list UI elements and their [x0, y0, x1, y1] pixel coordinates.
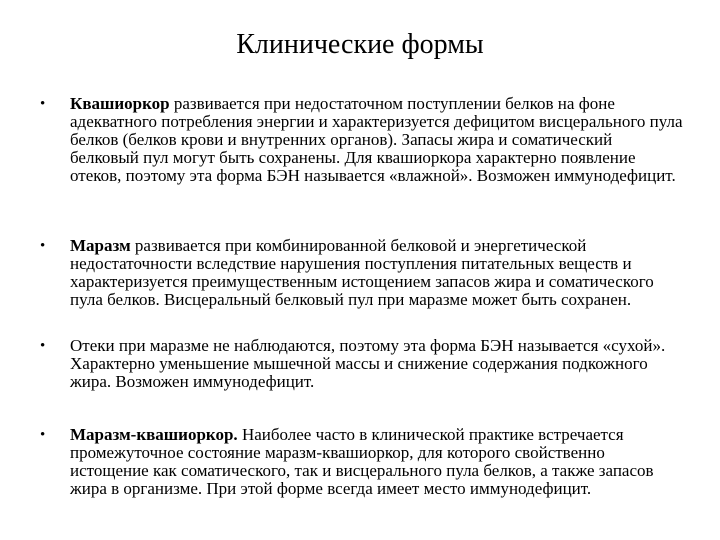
- bullet-text: [70, 426, 685, 498]
- bullet-body: развивается при комбинированной белковой и энергетической недостаточности вследствие нарушения поступления питательных веществ и характеризуется преимущественным истощением запасов жира и соматического пула белков. Висцеральный белковый пул при маразме может быть сохранен.: [70, 236, 654, 309]
- bullet-body: развивается при недостаточном поступлении белков на фоне адекватного потребления энергии и характеризуется дефицитом висцерального пула белков (белков крови и внутренних органов). Запасы жира и соматический белковый пул могут быть сохранены. Для квашиоркора характерно появление отеков, поэтому эта форма БЭН называется «влажной». Возможен иммунодефицит.: [70, 94, 683, 185]
- bullet-marasmus-edema: [40, 337, 685, 391]
- bullet-term: Маразм: [70, 236, 131, 255]
- bullet-kwashiorkor: [40, 95, 685, 185]
- bullet-text: [70, 337, 685, 391]
- bullet-dot-icon: •: [40, 238, 46, 254]
- bullet-body: Отеки при маразме не наблюдаются, поэтому эта форма БЭН называется «сухой». Характерно уменьшение мышечной массы и снижение содержания подкожного жира. Возможен иммунодефицит.: [70, 336, 666, 391]
- bullet-dot-icon: •: [40, 427, 46, 443]
- bullet-dot-icon: •: [40, 338, 46, 354]
- bullet-marasmic-kwashiorkor: [40, 426, 685, 498]
- bullet-marasmus: [40, 237, 685, 309]
- bullet-body: Наиболее часто в клинической практике встречается промежуточное состояние маразм-квашиоркор, для которого свойственно истощение как соматического, так и висцерального пула белков, а также запасов жира в организме. При этой форме всегда имеет место иммунодефицит.: [70, 425, 654, 498]
- slide-title: Клинические формы: [236, 29, 484, 60]
- bullet-dot-icon: •: [40, 96, 46, 112]
- bullet-text: [70, 95, 685, 185]
- bullet-text: [70, 237, 685, 309]
- bullet-term: Квашиоркор: [70, 94, 170, 113]
- bullet-term: Маразм-квашиоркор.: [70, 425, 238, 444]
